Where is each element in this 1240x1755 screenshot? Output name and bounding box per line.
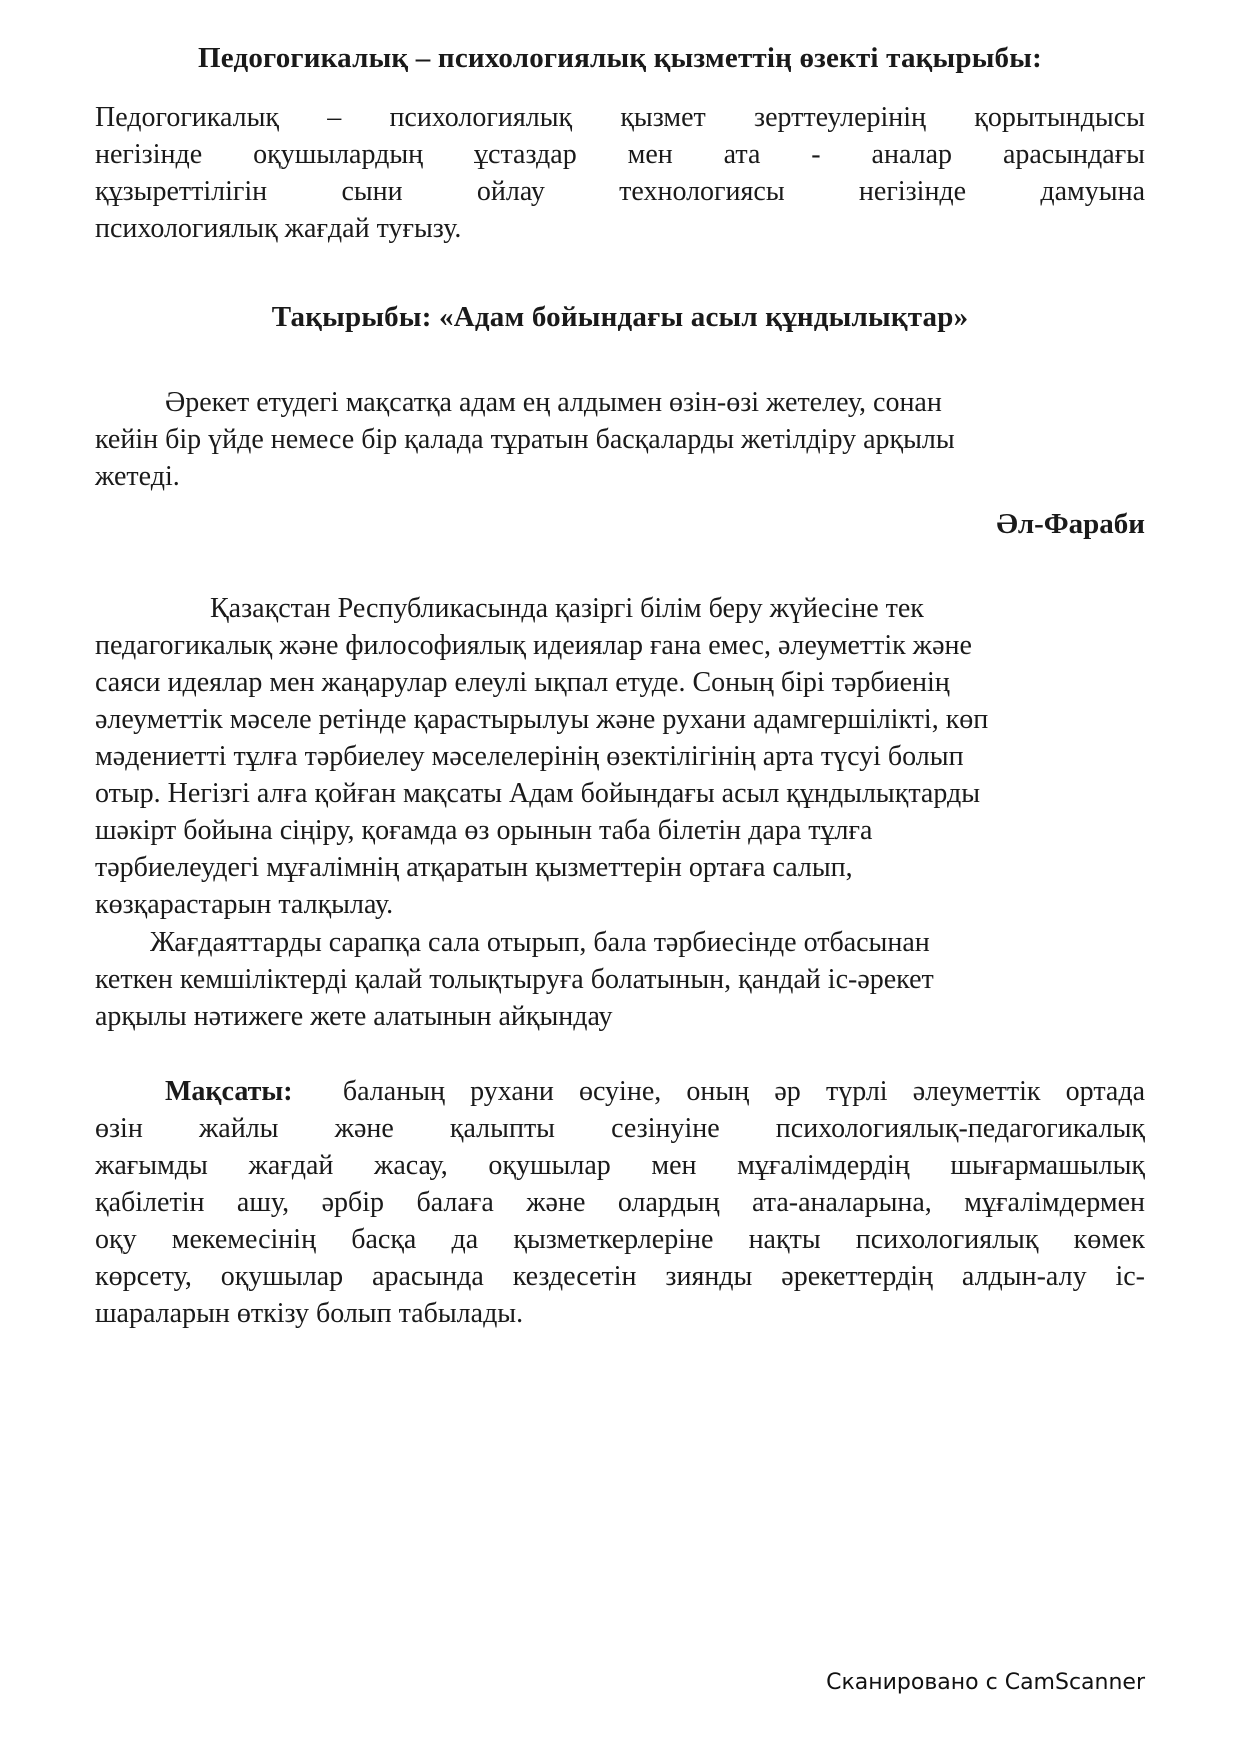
body-line: арқылы нәтижеге жете алатынын айқындау [95,1001,613,1032]
goal-first-line-text: баланың рухани өсуіне, оның әр түрлі әлеуметтік ортада [342,1076,1145,1107]
goal-line: жағымды жағдай жасау, оқушылар мен мұғалімдердің шығармашылық [95,1150,1145,1181]
body-line: саяси идеялар мен жаңарулар елеулі ықпал етуде. Соның бірі тәрбиенің [95,667,950,698]
epigraph-author: Әл-Фараби [996,508,1145,540]
scanner-watermark: Сканировано с CamScanner [826,1670,1145,1695]
epigraph-quote [95,384,1145,495]
body-paragraph-2 [95,924,1145,1035]
intro-line: психологиялық жағдай туғызу. [95,213,462,244]
intro-line: құзыреттілігін сыни ойлау технологиясы негізінде дамуына [95,176,1145,207]
body-line: педагогикалық және философиялық идеиялар ғана емес, әлеуметтік және [95,630,972,661]
goal-line: көрсету, оқушылар арасында кездесетін зиянды әрекеттердің алдын-алу іс- [95,1261,1145,1292]
goal-label: Мақсаты: [165,1076,293,1107]
topic-title: Тақырыбы: «Адам бойындағы асыл құндылықтар» [271,301,969,333]
body-paragraph-1 [95,590,1145,923]
body-line: көзқарастарын талқылау. [95,889,394,920]
goal-line: қабілетін ашу, әрбір балаға және олардың ата-аналарына, мұғалімдермен [95,1187,1145,1218]
section-title: Педогогикалық – психологиялық қызметтің өзекті тақырыбы: [198,42,1042,74]
epigraph-line: кейін бір үйде немесе бір қалада тұратын басқаларды жетілдіру арқылы [95,424,955,455]
body-line: шәкірт бойына сіңіру, қоғамда өз орынын таба білетін дара тұлға [95,815,873,846]
goal-first-line [95,1073,1145,1110]
epigraph-line: Әрекет етудегі мақсатқа адам ең алдымен өзін-өзі жетелеу, сонан [165,387,942,418]
body-line: әлеуметтік мәселе ретінде қарастырылуы және рухани адамгершілікті, көп [95,704,989,735]
body-line: Жағдаяттарды сарапқа сала отырып, бала тәрбиесінде отбасынан [150,927,930,958]
body-line: тәрбиелеудегі мұғалімнің атқаратын қызметтерін ортаға салып, [95,852,853,883]
body-line: Қазақстан Республикасында қазіргі білім беру жүйесіне тек [210,593,924,624]
body-line: отыр. Негізгі алға қойған мақсаты Адам бойындағы асыл құндылықтарды [95,778,981,809]
intro-line: Педогогикалық – психологиялық қызмет зерттеулерінің қорытындысы [95,102,1145,133]
goal-line: шараларын өткізу болып табылады. [95,1298,524,1329]
intro-line: негізінде оқушылардың ұстаздар мен ата - аналар арасындағы [95,139,1145,170]
goal-paragraph [95,1073,1145,1332]
goal-line: өзін жайлы және қалыпты сезінуіне психологиялық-педагогикалық [95,1113,1145,1144]
intro-paragraph [95,99,1145,247]
epigraph-line: жетеді. [95,461,180,492]
body-line: кеткен кемшіліктерді қалай толықтыруға болатынын, қандай іс-әрекет [95,964,934,995]
body-line: мәдениетті тұлға тәрбиелеу мәселелерінің өзектілігінің арта түсуі болып [95,741,964,772]
goal-line: оқу мекемесінің басқа да қызметкерлеріне нақты психологиялық көмек [95,1224,1145,1255]
